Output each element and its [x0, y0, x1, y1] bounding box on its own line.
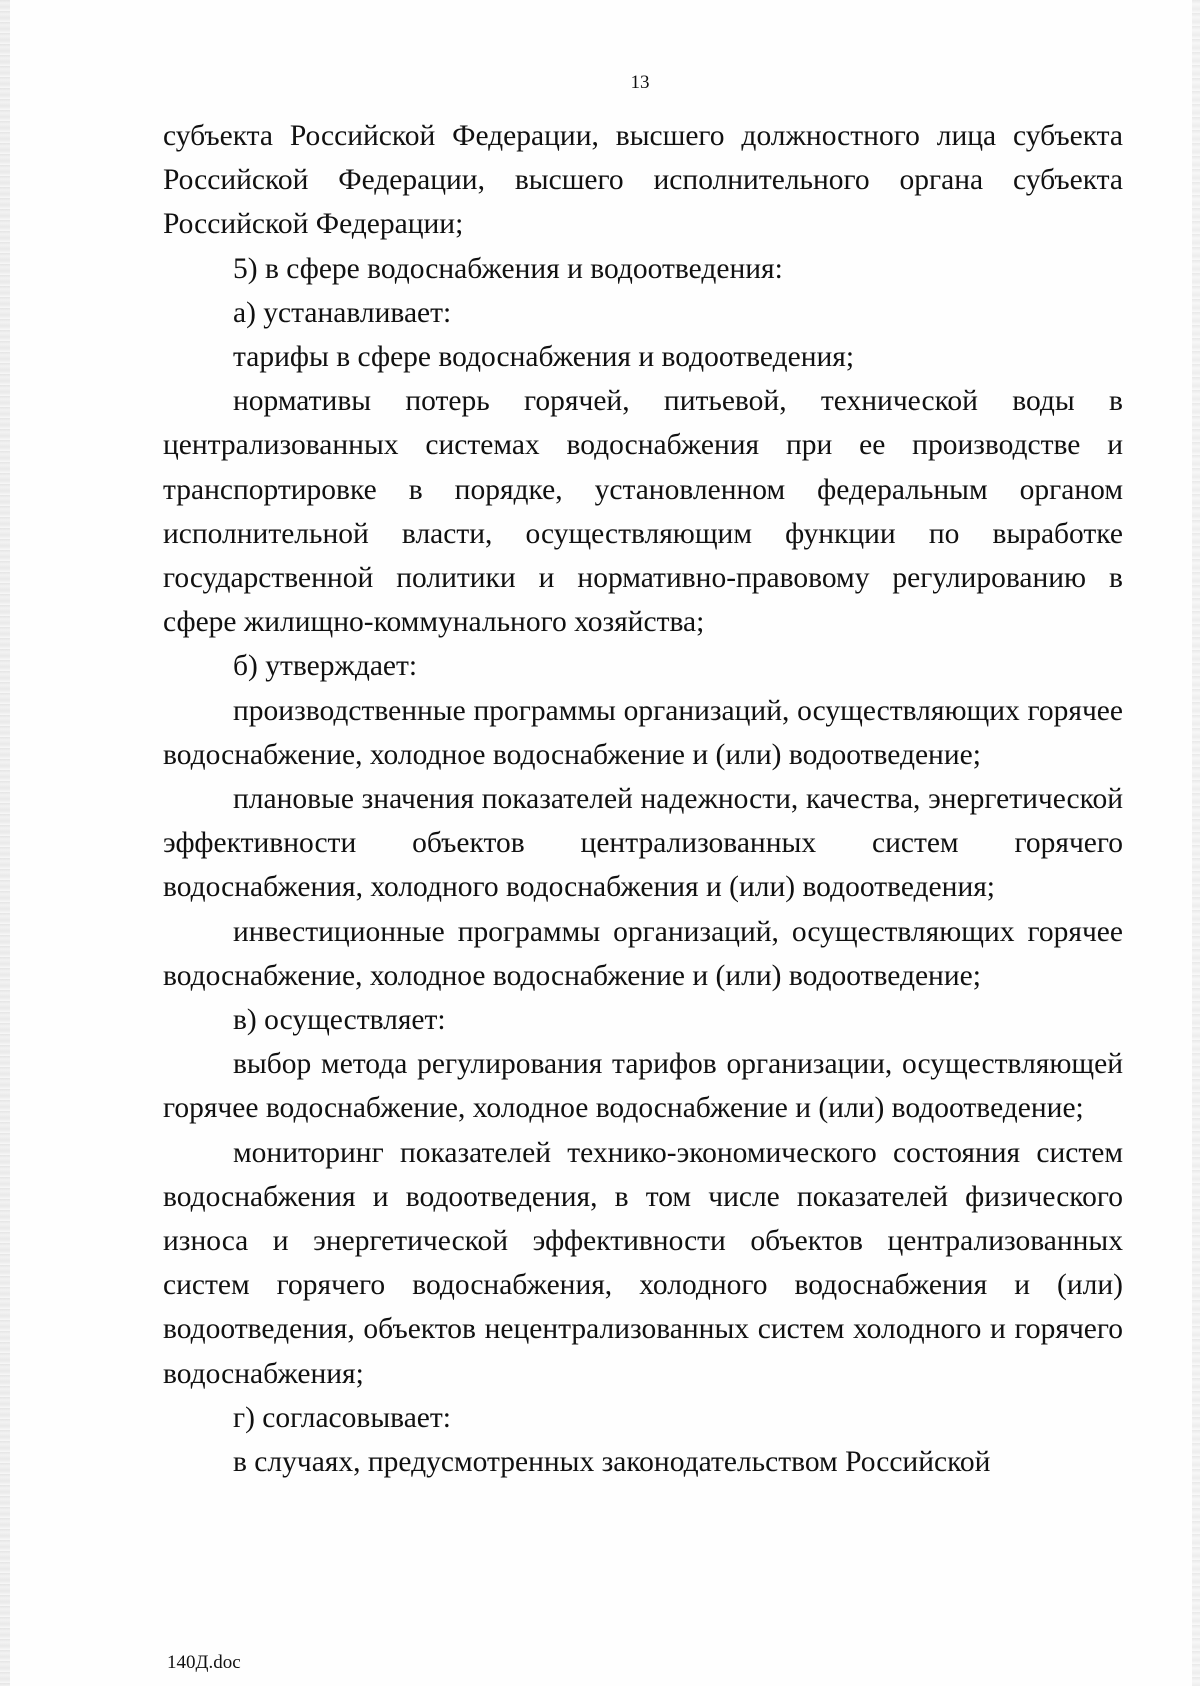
document-body	[163, 114, 1123, 1484]
paragraph: а) устанавливает:	[233, 296, 452, 329]
scan-edge-left	[0, 0, 10, 1686]
page-number: 13	[630, 72, 650, 93]
paragraph: выбор метода регулирования тарифов организации, осуществляющей горячее водоснабжение, холодное водоснабжение и (или) водоотведение;	[163, 1048, 1123, 1125]
paragraph: мониторинг показателей технико-экономического состояния систем водоснабжения и водоотведения, в том числе показателей физического износа и энергетической эффективности объектов централизованных систем горячего водоснабжения, холодного водоснабжения и (или) водоотведения, объектов нецентрализованных систем холодного и горячего водоснабжения;	[163, 1136, 1123, 1390]
paragraph: в) осуществляет:	[233, 1004, 446, 1037]
paragraph: тарифы в сфере водоснабжения и водоотведения;	[233, 341, 855, 374]
paragraph: б) утверждает:	[233, 650, 418, 683]
paragraph: субъекта Российской Федерации, высшего должностного лица субъекта Российской Федерации, высшего исполнительного органа субъекта Российской Федерации;	[163, 120, 1123, 241]
paragraph: 5) в сфере водоснабжения и водоотведения:	[233, 252, 783, 285]
paragraph: в случаях, предусмотренных законодательством Российской	[233, 1446, 991, 1479]
paragraph: г) согласовывает:	[233, 1401, 451, 1434]
paragraph: инвестиционные программы организаций, осуществляющих горячее водоснабжение, холодное водоснабжение и (или) водоотведение;	[163, 915, 1123, 992]
paragraph: производственные программы организаций, осуществляющих горячее водоснабжение, холодное водоснабжение и (или) водоотведение;	[163, 694, 1123, 771]
paragraph: нормативы потерь горячей, питьевой, технической воды в централизованных системах водоснабжения при ее производстве и транспортировке в порядке, установленном федеральным органом исполнительной власти, осуществляющим функции по выработке государственной политики и нормативно-правовому регулированию в сфере жилищно-коммунального хозяйства;	[163, 385, 1123, 639]
scan-edge-right	[1192, 0, 1200, 1686]
footer-filename: 140Д.doc	[167, 1652, 241, 1673]
paragraph: плановые значения показателей надежности, качества, энергетической эффективности объектов централизованных систем горячего водоснабжения, холодного водоснабжения и (или) водоотведения;	[163, 783, 1123, 904]
